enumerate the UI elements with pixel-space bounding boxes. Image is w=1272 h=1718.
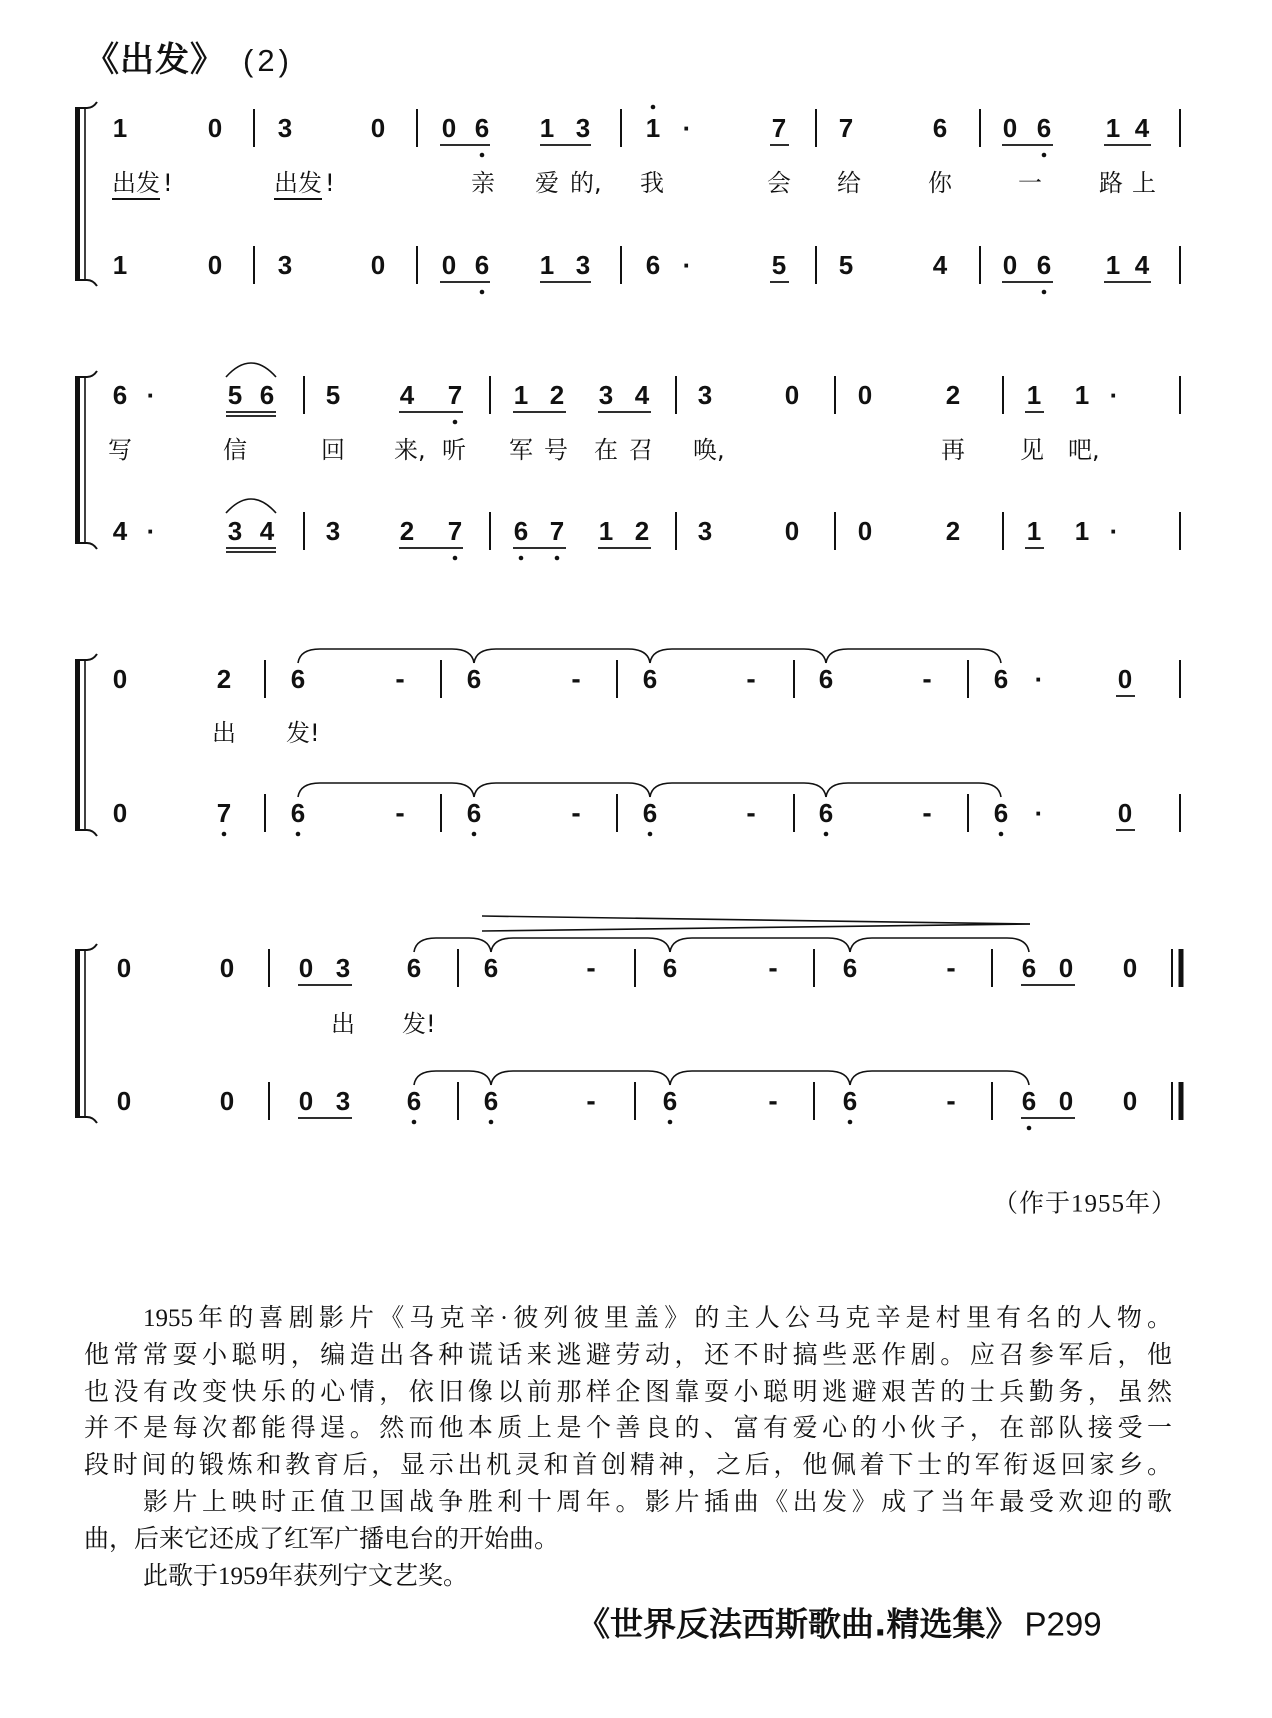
lyric: 爱 xyxy=(535,169,559,197)
lyric: 再 xyxy=(941,436,965,464)
note: 0 xyxy=(370,250,386,280)
note: 6 xyxy=(662,1086,678,1116)
note: 2 xyxy=(634,516,650,546)
lyric: 信 xyxy=(223,436,247,464)
note: 0 xyxy=(1002,250,1018,280)
commentary-line: 也没有改变快乐的心情，依旧像以前那样企图靠耍小聪明逃避艰苦的士兵勤务，虽然 xyxy=(84,1378,1172,1406)
note: 1 xyxy=(1026,380,1042,410)
note: 0 xyxy=(298,953,314,983)
note: 6 xyxy=(290,798,306,828)
note: 4 xyxy=(1134,250,1150,280)
note: 2 xyxy=(399,516,415,546)
note: 0 xyxy=(298,1086,314,1116)
note: 6 xyxy=(513,516,529,546)
note: 0 xyxy=(441,250,457,280)
note: 5 xyxy=(838,250,854,280)
note: 0 xyxy=(1058,1086,1074,1116)
note: 0 xyxy=(857,516,873,546)
lyric: 上 xyxy=(1132,169,1156,197)
note: 6 xyxy=(993,664,1009,694)
note: 5 xyxy=(771,250,787,280)
note: 4 xyxy=(399,380,415,410)
note: 3 xyxy=(277,250,293,280)
note: 3 xyxy=(325,516,341,546)
note: 0 xyxy=(1122,953,1138,983)
lyric: 见 xyxy=(1020,436,1044,464)
song-commentary xyxy=(84,1301,1172,1595)
lyric: 回 xyxy=(321,436,345,464)
note: 2 xyxy=(945,380,961,410)
augmentation-dot: · xyxy=(1034,798,1044,828)
note: 1 xyxy=(1105,250,1121,280)
note: 7 xyxy=(447,380,463,410)
sustain-dash: - xyxy=(586,952,596,983)
commentary-line: 影片上映时正值卫国战争胜利十周年。影片插曲《出发》成了当年最受欢迎的歌 xyxy=(143,1488,1172,1516)
sustain-dash: - xyxy=(946,1085,956,1116)
sustain-dash: - xyxy=(395,663,405,694)
note: 7 xyxy=(838,113,854,143)
augmentation-dot: · xyxy=(1109,380,1119,410)
lyric: 在 xyxy=(594,436,618,464)
lyric: 的, xyxy=(570,169,602,197)
note: 4 xyxy=(634,380,650,410)
note: 6 xyxy=(642,664,658,694)
note: 6 xyxy=(642,798,658,828)
note: 0 xyxy=(1058,953,1074,983)
note: 0 xyxy=(219,953,235,983)
note: 7 xyxy=(549,516,565,546)
augmentation-dot: · xyxy=(1109,516,1119,546)
note: 1 xyxy=(112,113,128,143)
song-part-number: (2) xyxy=(243,43,293,78)
sustain-dash: - xyxy=(746,663,756,694)
lyric: 来, xyxy=(394,436,426,464)
note: 3 xyxy=(335,953,351,983)
note: 1 xyxy=(112,250,128,280)
note: 1 xyxy=(1074,516,1090,546)
lyric: 出 xyxy=(212,719,236,747)
note: 1 xyxy=(1026,516,1042,546)
lyric: 会 xyxy=(767,169,791,197)
note: 2 xyxy=(945,516,961,546)
lyric: 出发 xyxy=(112,169,160,197)
note: 3 xyxy=(335,1086,351,1116)
note: 3 xyxy=(227,516,243,546)
note: 6 xyxy=(1021,953,1037,983)
lyric: ! xyxy=(325,169,335,197)
sustain-dash: - xyxy=(571,663,581,694)
note: 7 xyxy=(771,113,787,143)
lyric: 我 xyxy=(640,169,664,197)
note: 0 xyxy=(207,250,223,280)
note: 0 xyxy=(1122,1086,1138,1116)
lyric: 号 xyxy=(544,436,568,464)
note: 1 xyxy=(1074,380,1090,410)
sustain-dash: - xyxy=(571,797,581,828)
note: 6 xyxy=(474,113,490,143)
note: 1 xyxy=(598,516,614,546)
note: 6 xyxy=(662,953,678,983)
sustain-dash: - xyxy=(768,1085,778,1116)
sustain-dash: - xyxy=(395,797,405,828)
commentary-line: 并不是每次都能得逞。然而他本质上是个善良的、富有爱心的小伙子，在部队接受一 xyxy=(84,1415,1172,1443)
note: 7 xyxy=(216,798,232,828)
sustain-dash: - xyxy=(746,797,756,828)
lyric: 唤, xyxy=(693,436,725,464)
note: 6 xyxy=(483,953,499,983)
note: 0 xyxy=(1002,113,1018,143)
note: 1 xyxy=(1105,113,1121,143)
note: 4 xyxy=(1134,113,1150,143)
note: 0 xyxy=(784,380,800,410)
note: 6 xyxy=(842,953,858,983)
sustain-dash: - xyxy=(946,952,956,983)
augmentation-dot: · xyxy=(1034,664,1044,694)
note: 6 xyxy=(1036,250,1052,280)
note: 6 xyxy=(406,1086,422,1116)
lyric: 发! xyxy=(286,719,320,747)
song-title-main: 《出发》 xyxy=(85,40,225,80)
note: 3 xyxy=(598,380,614,410)
note: 6 xyxy=(645,250,661,280)
lyric: 亲 xyxy=(471,169,495,197)
note: 1 xyxy=(513,380,529,410)
note: 6 xyxy=(818,664,834,694)
note: 2 xyxy=(549,380,565,410)
note: 6 xyxy=(932,113,948,143)
note: 0 xyxy=(116,1086,132,1116)
lyric: 发! xyxy=(402,1010,436,1038)
note: 6 xyxy=(474,250,490,280)
lyric: 听 xyxy=(442,436,466,464)
note: 3 xyxy=(697,516,713,546)
note: 0 xyxy=(857,380,873,410)
lyric: 出 xyxy=(331,1010,355,1038)
commentary-line: 此歌于1959年获列宁文艺奖。 xyxy=(143,1562,469,1590)
augmentation-dot: · xyxy=(682,113,692,143)
note: 6 xyxy=(112,380,128,410)
note: 0 xyxy=(207,113,223,143)
note: 3 xyxy=(575,113,591,143)
lyric: 军 xyxy=(509,436,533,464)
lyric: 一 xyxy=(1018,169,1042,197)
note: 6 xyxy=(842,1086,858,1116)
sustain-dash: - xyxy=(922,663,932,694)
note: 5 xyxy=(227,380,243,410)
note: 0 xyxy=(219,1086,235,1116)
note: 0 xyxy=(116,953,132,983)
lyric: 写 xyxy=(108,436,132,464)
note: 6 xyxy=(483,1086,499,1116)
note: 0 xyxy=(441,113,457,143)
note: 6 xyxy=(466,798,482,828)
note: 0 xyxy=(784,516,800,546)
commentary-line: 1955年的喜剧影片《马克辛·彼列彼里盖》的主人公马克辛是村里有名的人物。 xyxy=(143,1305,1172,1332)
note: 6 xyxy=(1021,1086,1037,1116)
augmentation-dot: · xyxy=(146,516,156,546)
sustain-dash: - xyxy=(586,1085,596,1116)
note: 1 xyxy=(539,250,555,280)
augmentation-dot: · xyxy=(682,250,692,280)
lyric: 你 xyxy=(928,169,952,197)
note: 0 xyxy=(112,798,128,828)
note: 4 xyxy=(932,250,948,280)
note: 6 xyxy=(466,664,482,694)
note: 0 xyxy=(370,113,386,143)
note: 4 xyxy=(259,516,275,546)
note: 6 xyxy=(993,798,1009,828)
note: 6 xyxy=(1036,113,1052,143)
lyric: 给 xyxy=(837,169,861,197)
lyric: 召 xyxy=(629,436,653,464)
note: 6 xyxy=(259,380,275,410)
composition-date: （作于1955年） xyxy=(992,1190,1177,1218)
note: 0 xyxy=(112,664,128,694)
note: 0 xyxy=(1117,798,1133,828)
note: 2 xyxy=(216,664,232,694)
note: 6 xyxy=(818,798,834,828)
note: 1 xyxy=(645,113,661,143)
sustain-dash: - xyxy=(768,952,778,983)
note: 3 xyxy=(575,250,591,280)
sustain-dash: - xyxy=(922,797,932,828)
note: 6 xyxy=(406,953,422,983)
note: 1 xyxy=(539,113,555,143)
lyric: 吧, xyxy=(1068,436,1100,464)
commentary-line: 曲，后来它还成了红军广播电台的开始曲。 xyxy=(84,1525,560,1553)
commentary-line: 段时间的锻炼和教育后，显示出机灵和首创精神，之后，他佩着下士的军衔返回家乡。 xyxy=(84,1452,1172,1480)
note: 3 xyxy=(277,113,293,143)
source-page-number: P299 xyxy=(1024,1605,1102,1643)
note: 5 xyxy=(325,380,341,410)
commentary-line: 他常常耍小聪明，编造出各种谎话来逃避劳动，还不时搞些恶作剧。应召参军后，他 xyxy=(84,1341,1172,1369)
note: 6 xyxy=(290,664,306,694)
note: 4 xyxy=(112,516,128,546)
source-citation xyxy=(577,1604,1102,1644)
note: 0 xyxy=(1117,664,1133,694)
source-book-title: 《世界反法西斯歌曲.精选集》 xyxy=(577,1604,1019,1644)
note: 7 xyxy=(447,516,463,546)
note: 3 xyxy=(697,380,713,410)
lyric: 路 xyxy=(1099,169,1123,197)
lyric: ! xyxy=(163,169,173,197)
augmentation-dot: · xyxy=(146,380,156,410)
lyric: 出发 xyxy=(274,169,322,197)
